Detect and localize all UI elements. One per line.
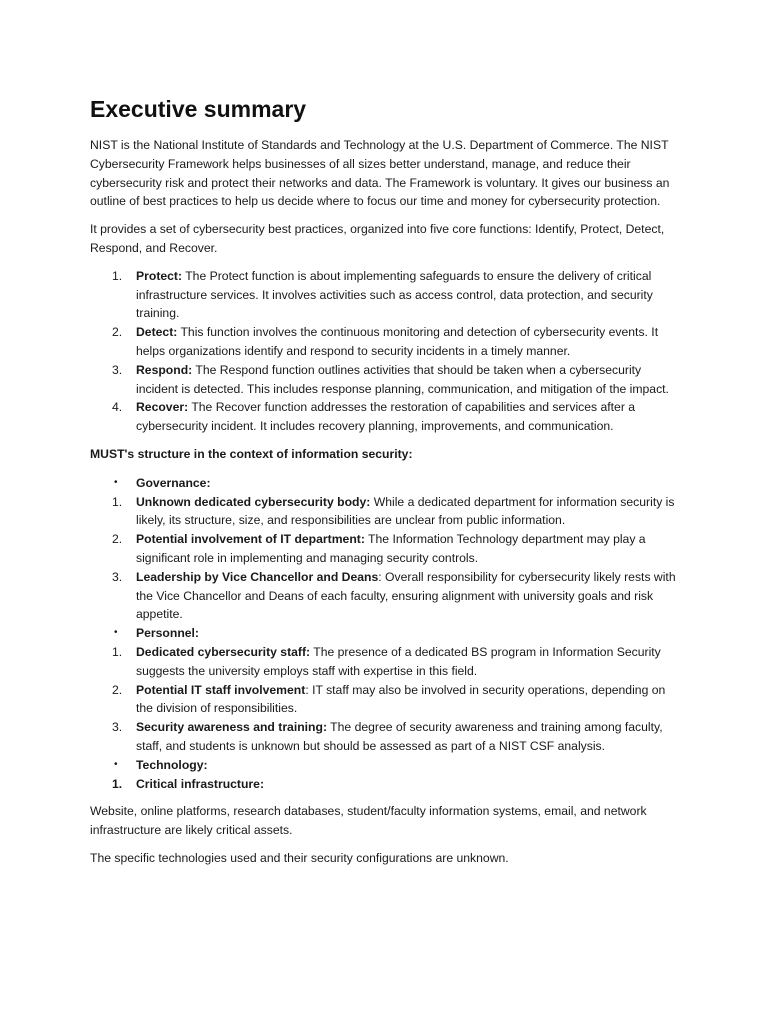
list-item: [90, 756, 680, 775]
list-number: 2.: [112, 682, 123, 697]
list-item-term: Leadership by Vice Chancellor and Deans: [136, 569, 379, 584]
list-item-text: This function involves the continuous monitoring and detection of cybersecurity events. It helps organizations identify and respond to security incidents in a timely manner.: [136, 325, 659, 358]
list-item: [90, 493, 680, 531]
list-item-text: : IT staff may also be involved in security operations, depending on the division of responsibilities.: [136, 682, 666, 716]
list-item-text: : Overall responsibility for cybersecurity likely rests with the Vice Chancellor and Deans of each faculty, ensuring alignment with university goals and risk appetite.: [136, 569, 676, 622]
list-item: [90, 568, 680, 624]
list-item: [90, 624, 680, 643]
list-item-term: Dedicated cybersecurity staff:: [136, 644, 311, 659]
list-item-term: Personnel:: [136, 626, 199, 641]
closing-paragraph-2: The specific technologies used and their security configurations are unknown.: [90, 850, 509, 865]
list-item: [90, 361, 680, 399]
list-item-text: The Recover function addresses the restoration of capabilities and services after a cybersecurity incident. It includes recovery planning, improvements, and communication.: [136, 400, 636, 434]
list-item-text: While a dedicated department for information security is likely, its structure, size, and responsibilities are unclear from public information.: [136, 494, 675, 528]
list-item-term: Recover:: [136, 400, 189, 415]
list-number: 2.: [112, 325, 123, 340]
list-item-term: Security awareness and training:: [136, 720, 328, 735]
list-item-term: Technology:: [136, 757, 208, 772]
list-item: [90, 267, 680, 323]
structure-list: [90, 474, 680, 794]
list-number: 1.: [112, 268, 123, 283]
list-item-text: The Respond function outlines activities that should be taken when a cybersecurity incident is detected. This includes response planning, communication, and mitigation of the impact.: [136, 362, 669, 396]
closing-paragraph-1: Website, online platforms, research databases, student/faculty information systems, email, and network infrastructure are likely critical assets.: [90, 804, 647, 838]
list-item: [90, 681, 680, 719]
document-page: [90, 94, 680, 877]
list-number: 3.: [112, 720, 123, 735]
core-functions-list: [90, 267, 680, 436]
bullet-marker: •: [114, 758, 118, 770]
list-number: 3.: [112, 362, 123, 377]
structure-heading: MUST's structure in the context of information security:: [90, 446, 413, 461]
list-item: [90, 398, 680, 436]
list-item-term: Protect:: [136, 268, 183, 283]
bullet-marker: •: [114, 476, 118, 488]
list-item-term: Critical infrastructure:: [136, 776, 264, 791]
list-item-term: Potential involvement of IT department:: [136, 532, 365, 547]
list-number: 3.: [112, 569, 123, 584]
list-item-text: The Protect function is about implementing safeguards to ensure the delivery of critical infrastructure services. It involves activities such as access control, data protection, and security training.: [136, 268, 653, 321]
list-item-term: Respond:: [136, 362, 193, 377]
list-number: 1.: [112, 644, 123, 659]
list-item-text: The degree of security awareness and training among faculty, staff, and students is unknown but should be assessed as part of a NIST CSF analysis.: [136, 720, 663, 753]
bullet-marker: •: [114, 627, 118, 639]
list-item-text: The presence of a dedicated BS program in Information Security suggests the university employs staff with expertise in this field.: [136, 644, 661, 678]
list-item: [90, 775, 680, 794]
list-item-term: Unknown dedicated cybersecurity body:: [136, 494, 371, 509]
page-title: Executive summary: [90, 96, 307, 122]
list-item: [90, 643, 680, 681]
list-number: 1.: [112, 776, 123, 791]
intro-paragraph-1: NIST is the National Institute of Standards and Technology at the U.S. Department of Commerce. The NIST Cybersecurity Framework helps businesses of all sizes better understand, manage, and reduce their cybersecurity risk and protect their networks and data. The Framework is voluntary. It gives our business an outline of best practices to help us decide where to focus our time and money for cybersecurity protection.: [90, 138, 670, 209]
list-item: [90, 718, 680, 756]
list-item-text: The Information Technology department may play a significant role in implementing and managing security controls.: [136, 532, 646, 565]
list-number: 2.: [112, 532, 123, 547]
list-item: [90, 474, 680, 493]
intro-paragraph-2: It provides a set of cybersecurity best practices, organized into five core functions: Identify, Protect, Detect, Respond, and Recover.: [90, 222, 665, 255]
list-item: [90, 323, 680, 361]
list-item-term: Potential IT staff involvement: [136, 682, 306, 697]
list-item-term: Detect:: [136, 325, 178, 340]
list-number: 4.: [112, 400, 123, 415]
list-item-term: Governance:: [136, 475, 211, 490]
list-item: [90, 530, 680, 568]
list-number: 1.: [112, 494, 123, 509]
